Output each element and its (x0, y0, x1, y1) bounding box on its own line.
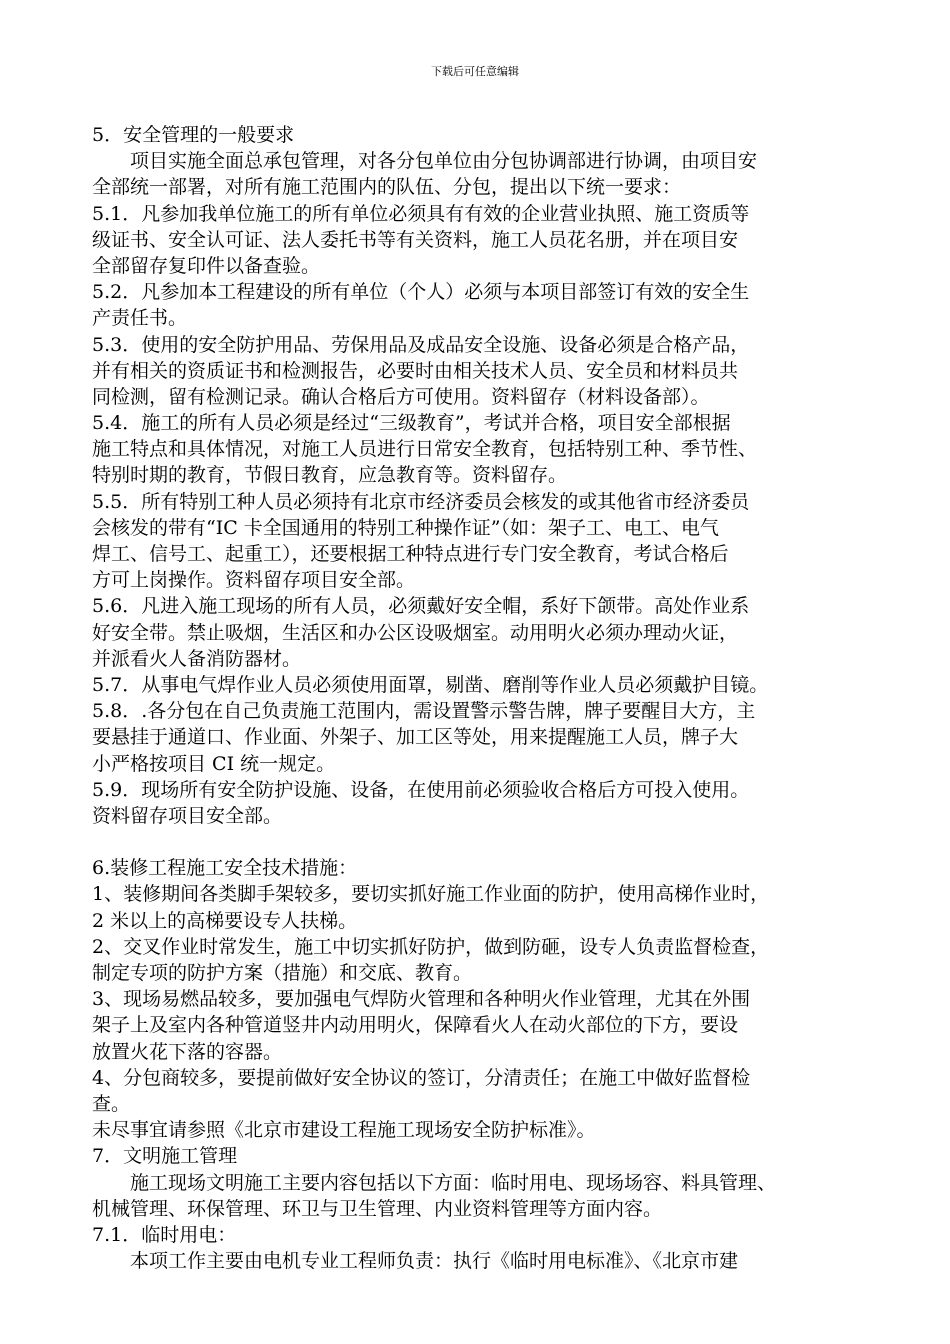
text-line: 7．文明施工管理 (92, 1145, 238, 1168)
text-line: 机械管理、环保管理、环卫与卫生管理、内业资料管理等方面内容。 (92, 1197, 663, 1220)
text-line: 未尽事宜请参照《北京市建设工程施工现场安全防护标准》。 (92, 1119, 596, 1142)
text-line: 好安全带。禁止吸烟，生活区和办公区设吸烟室。动用明火必须办理动火证， (92, 621, 739, 644)
document-body (92, 122, 882, 1274)
text-line: 5.2．凡参加本工程建设的所有单位（个人）必须与本项目部签订有效的安全生 (92, 281, 750, 304)
text-line: 6.装修工程施工安全技术措施： (92, 857, 358, 880)
text-line: 施工现场文明施工主要内容包括以下方面：临时用电、现场场容、料具管理、 (130, 1171, 777, 1194)
text-line: 要悬挂于通道口、作业面、外架子、加工区等处，用来提醒施工人员，牌子大 (92, 726, 739, 749)
text-line: 会核发的带有“IC 卡全国通用的特别工种操作证”（如：架子工、电工、电气 (92, 516, 720, 539)
text-line: 5.8．.各分包在自己负责施工范围内，需设置警示警告牌，牌子要醒目大方，主 (92, 700, 756, 723)
text-line: 焊工、信号工、起重工），还要根据工种特点进行专门安全教育，考试合格后 (92, 543, 729, 565)
text-line: 特别时期的教育，节假日教育，应急教育等。资料留存。 (92, 464, 568, 487)
text-line: 方可上岗操作。资料留存项目安全部。 (92, 569, 416, 592)
text-line: 制定专项的防护方案（措施）和交底、教育。 (92, 962, 473, 984)
text-line: 施工特点和具体情况，对施工人员进行日常安全教育，包括特别工种、季节性、 (92, 438, 758, 461)
text-line: 架子上及室内各种管道竖井内动用明火，保障看火人在动火部位的下方，要设 (92, 1014, 739, 1037)
text-line: 并有相关的资质证书和检测报告，必要时由相关技术人员、安全员和材料员共 (92, 359, 739, 382)
text-line: 4、分包商较多，要提前做好安全协议的签订，分清责任；在施工中做好监督检 (92, 1066, 751, 1089)
text-line: 3、现场易燃品较多，要加强电气焊防火管理和各种明火作业管理，尤其在外围 (92, 988, 751, 1011)
text-line: 并派看火人备消防器材。 (92, 647, 302, 670)
text-line: 同检测，留有检测记录。确认合格后方可使用。资料留存（材料设备部）。 (92, 385, 710, 408)
text-line: 产责任书。 (92, 307, 188, 330)
text-line: 放置火花下落的容器。 (92, 1040, 283, 1063)
text-line: 7.1．临时用电： (92, 1223, 237, 1246)
text-line: 2 米以上的高梯要设专人扶梯。 (92, 909, 358, 932)
text-line: 本项工作主要由电机专业工程师负责：执行《临时用电标准》、《北京市建 (130, 1250, 739, 1273)
text-line: 5.3．使用的安全防护用品、劳保用品及成品安全设施、设备必须是合格产品， (92, 333, 750, 356)
text-line: 5.1．凡参加我单位施工的所有单位必须具有有效的企业营业执照、施工资质等 (92, 202, 750, 225)
page-header: 下载后可任意编辑 (431, 65, 519, 78)
text-line: 全部留存复印件以备查验。 (92, 254, 321, 277)
text-line: 级证书、安全认可证、法人委托书等有关资料，施工人员花名册，并在项目安 (92, 228, 739, 251)
blank-line (92, 829, 882, 855)
text-line: 资料留存项目安全部。 (92, 804, 283, 827)
text-line: 查。 (92, 1092, 131, 1115)
text-line: 5.9．现场所有安全防护设施、设备，在使用前必须验收合格后方可投入使用。 (92, 778, 750, 801)
text-line: 1、装修期间各类脚手架较多，要切实抓好施工作业面的防护，使用高梯作业时， (92, 883, 770, 906)
text-line: 小严格按项目 CI 统一规定。 (92, 752, 336, 775)
text-line: 全部统一部署，对所有施工范围内的队伍、分包，提出以下统一要求： (92, 176, 682, 199)
text-line: 5.7．从事电气焊作业人员必须使用面罩，剔凿、磨削等作业人员必须戴护目镜。 (92, 673, 769, 696)
text-line: 5．安全管理的一般要求 (92, 124, 295, 146)
text-line: 2、交叉作业时常发生，施工中切实抓好防护，做到防砸，设专人负责监督检查， (92, 935, 770, 958)
text-line: 5.4．施工的所有人员必须是经过“三级教育”，考试并合格，项目安全部根据 (92, 412, 731, 435)
text-line: 5.6．凡进入施工现场的所有人员，必须戴好安全帽，系好下颌带。高处作业系 (92, 595, 750, 618)
text-line: 5.5．所有特别工种人员必须持有北京市经济委员会核发的或其他省市经济委员 (92, 490, 750, 513)
text-line: 项目实施全面总承包管理，对各分包单位由分包协调部进行协调，由项目安 (130, 150, 758, 173)
